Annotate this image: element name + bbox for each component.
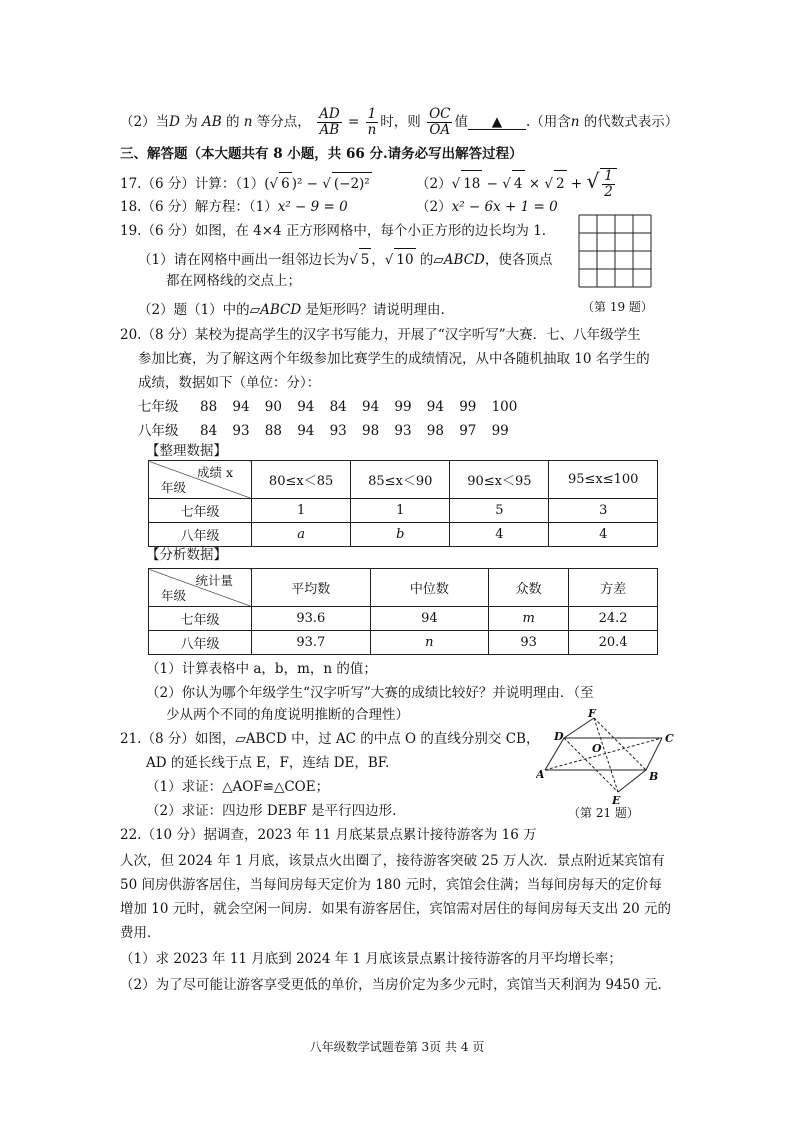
figure-caption: （第 19 题） — [582, 300, 653, 314]
score-value: 90 — [264, 399, 282, 415]
table-header: 90≤x＜95 — [450, 461, 549, 499]
section-title: 三、解答题（本大题共有 8 小题，共 66 分.请务必写出解答过程） — [120, 146, 523, 162]
q22-line1: 22.（10 分）据调查，2023 年 11 月底某景点累计接待游客为 16 万 — [120, 827, 537, 843]
grade7-score-label: 七年级 — [138, 399, 179, 415]
point-a-label: A — [536, 768, 545, 781]
q19-part1-cont: 都在网格线的交点上； — [166, 273, 301, 289]
score-value: 88 — [264, 423, 282, 439]
q21-line2: AD 的延长线于点 E，F，连结 DE，BF. — [146, 755, 390, 771]
table-header: 95≤x≤100 — [549, 461, 658, 499]
score-value: 100 — [491, 399, 518, 415]
score-value: 99 — [491, 423, 509, 439]
figure-caption: （第 21 题） — [568, 806, 639, 820]
q19-part2: （2）题（1）中的▱ABCD 是矩形吗？请说明理由. — [138, 302, 445, 318]
segment-fe — [594, 718, 618, 792]
table-corner: 统计量 年级 — [149, 569, 252, 607]
grade7-scores — [200, 398, 520, 416]
q21-part2: （2）求证：四边形 DEBF 是平行四边形. — [146, 803, 397, 819]
q16-part2: （2）当D 为 AB 的 n 等分点， $\frac{AD}{AB}$ = $\frac{1}{n}$ 时，则 $\frac{OC}{OA}$ 值 ▲ .（用含n 的代数式表示） — [120, 106, 679, 138]
segment-be — [618, 770, 646, 792]
table-corner: 成绩 x 年级 — [149, 461, 252, 499]
table-header: 方差 — [569, 569, 658, 607]
fraction-oc-oa: $\frac{OC}{OA}$ — [429, 106, 451, 138]
q21-part1: （1）求证：△AOF≌△COE； — [146, 779, 330, 795]
table-row: 八年级 93.7 n 93 20.4 — [149, 631, 658, 655]
q19-stem: 19.（6 分）如图，在 4×4 正方形网格中，每个小正方形的边长均为 1. — [120, 223, 547, 239]
score-value: 94 — [232, 399, 250, 415]
analyze-title: 【分析数据】 — [146, 547, 227, 563]
score-value: 94 — [426, 399, 444, 415]
triangle-marker-icon: ▲ — [491, 114, 503, 130]
q22-line4: 增加 10 元时，就会空闲一间房．如果有游客居住，宾馆需对居住的每间房每天支出 20 元的 — [120, 901, 672, 917]
grade8-scores — [200, 422, 520, 440]
fraction-1-n: $\frac{1}{n}$ — [367, 106, 377, 138]
q22-line3: 50 间房供游客居住，当每间房每天定价为 180 元时，宾馆会住满；当每间房每天的定价每 — [120, 877, 662, 893]
q18-part2: （2）x² − 6x + 1 = 0 — [416, 199, 558, 215]
q21-line1: 21.（8 分）如图，▱ABCD 中，过 AC 的中点 O 的直线分别交 CB， — [120, 731, 540, 747]
score-value: 94 — [362, 399, 380, 415]
segment-bc — [646, 738, 662, 770]
grid-figure — [578, 214, 652, 292]
table-row: 七年级 93.6 94 m 24.2 — [149, 607, 658, 631]
grade8-score-label: 八年级 — [138, 423, 179, 439]
point-c-label: C — [665, 732, 674, 745]
table-row: 七年级 1 1 5 3 — [149, 499, 658, 523]
q19-part1: （1）请在网格中画出一组邻边长为√ 5 ，√ 10 的▱ABCD，使各顶点 — [138, 248, 552, 271]
q22-part2: （2）为了尽可能让游客享受更低的单价，当房价定为多少元时，宾馆当天利润为 9450 元. — [120, 977, 662, 993]
point-b-label: B — [649, 770, 659, 783]
score-value: 93 — [329, 423, 347, 439]
score-value: 98 — [362, 423, 380, 439]
q22-part1: （1）求 2023 年 11 月底到 2024 年 1 月底该景点累计接待游客的月平均增长率； — [120, 951, 622, 967]
frequency-table — [148, 460, 658, 547]
q20-part1: （1）计算表格中 a，b，m，n 的值； — [146, 661, 377, 677]
answer-blank — [468, 115, 526, 130]
q20-part2: （2）你认为哪个年级学生“汉字听写”大赛的成绩比较好？并说明理由．（至 — [146, 685, 594, 701]
organize-title: 【整理数据】 — [146, 443, 227, 459]
parallelogram-figure — [536, 706, 686, 806]
q20-line1: 20.（8 分）某校为提高学生的汉字书写能力，开展了“汉字听写”大赛．七、八年级学生 — [120, 327, 641, 343]
page-footer: 八年级数学试题卷第 3页 共 4 页 — [309, 1040, 485, 1054]
table-header: 80≤x＜85 — [252, 461, 351, 499]
segment-df — [564, 718, 594, 738]
q17: 17.（6 分）计算：（1）(√ 6 )² − √ (−2)² — [120, 172, 372, 195]
score-value: 93 — [232, 423, 250, 439]
score-value: 94 — [297, 399, 315, 415]
score-value: 97 — [459, 423, 477, 439]
q22-line2: 人次，但 2024 年 1 月底，该景点火出圈了，接待游客突破 25 万人次．景点附近某宾馆有 — [120, 853, 665, 869]
score-value: 99 — [394, 399, 412, 415]
fraction-ad-ab: $\frac{AD}{AB}$ — [319, 106, 340, 138]
point-e-label: E — [612, 794, 621, 806]
point-f-label: F — [588, 707, 596, 720]
table-row: 八年级 a b 4 4 — [149, 523, 658, 547]
point-o-label: O — [592, 742, 602, 755]
segment-de — [564, 738, 618, 792]
score-value: 88 — [200, 399, 218, 415]
q22-line5: 费用． — [120, 925, 161, 941]
table-header: 众数 — [489, 569, 569, 607]
score-value: 84 — [329, 399, 347, 415]
table-header: 中位数 — [370, 569, 489, 607]
table-header: 85≤x＜90 — [351, 461, 450, 499]
grid-lines — [579, 215, 651, 287]
score-value: 99 — [459, 399, 477, 415]
score-value: 94 — [297, 423, 315, 439]
score-value: 84 — [200, 423, 218, 439]
statistics-table — [148, 568, 658, 655]
point-d-label: D — [554, 730, 564, 743]
score-value: 98 — [426, 423, 444, 439]
q17-part2: （2）√ 18 − √ 4 × √ 2 + √ $\frac{1}{2}$ — [416, 168, 617, 200]
q20-line2: 参加比赛，为了解这两个年级参加比赛学生的成绩情况，从中各随机抽取 10 名学生的 — [138, 351, 650, 367]
score-value: 93 — [394, 423, 412, 439]
q20-part2-cont: 少从两个不同的角度说明推断的合理性） — [166, 707, 409, 723]
q18: 18.（6 分）解方程：（1）x² − 9 = 0 — [120, 199, 348, 215]
q20-line3: 成绩，数据如下（单位：分）： — [138, 375, 321, 391]
table-header: 平均数 — [252, 569, 371, 607]
